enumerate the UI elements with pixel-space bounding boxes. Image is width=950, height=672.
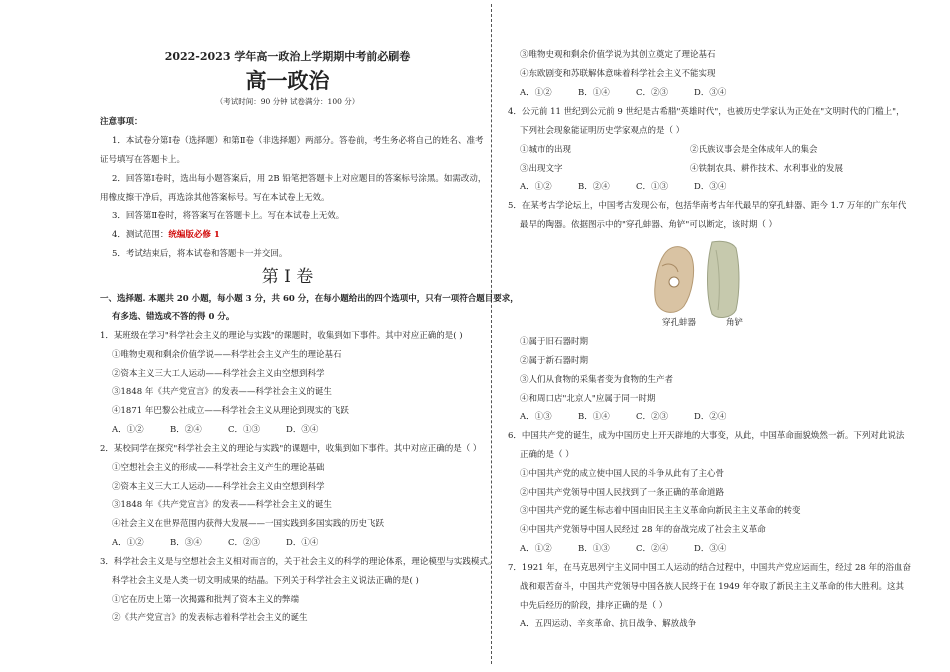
q7-stem-c: 中先后经历的阶段，排序正确的是（ ） bbox=[520, 601, 668, 611]
q6-option-b[interactable]: B．①③ bbox=[578, 544, 610, 554]
q6-stem-b: 正确的是（ ） bbox=[520, 450, 574, 460]
q6-stem-a: 6．中国共产党的诞生，成为中国历史上开天辟地的大事变，从此，中国革命面貌焕然一新。下列对此说法 bbox=[508, 431, 905, 441]
q5-statement-4: ④和周口店"北京人"应属于同一时期 bbox=[520, 394, 656, 404]
q3-options bbox=[520, 88, 752, 99]
q1-statement-3: ③1848 年《共产党宣言》的发表——科学社会主义的诞生 bbox=[112, 387, 332, 397]
q6-statement-2: ②中国共产党领导中国人民找到了一条正确的革命道路 bbox=[520, 488, 725, 498]
q6-option-d[interactable]: D．③④ bbox=[694, 544, 727, 554]
page-title: 高一政治 bbox=[245, 69, 330, 93]
q4-statement-3: ③出现文字 bbox=[520, 164, 563, 174]
q4-statement-2: ②氏族议事会是全体成年人的集会 bbox=[690, 145, 818, 155]
artifact-figure bbox=[646, 236, 756, 330]
q5-stem-a: 5．在某考古学论坛上，中国考古发现公布，包括华南考古年代最早的穿孔蚌器、距今 1.7 万年的广东年代 bbox=[508, 201, 907, 211]
q3-stem-b: 科学社会主义是人类一切文明成果的结晶。下列关于科学社会主义说法正确的是( ) bbox=[112, 576, 419, 586]
q1-option-a[interactable]: A．①② bbox=[112, 425, 144, 435]
q5-option-b[interactable]: B．①④ bbox=[578, 412, 610, 422]
q5-statement-3: ③人们从食物的采集者变为食物的生产者 bbox=[520, 375, 674, 385]
q7-stem-b: 战和艰苦奋斗，中国共产党领导中国各族人民终于在 1949 年夺取了新民主主义革命的伟大胜利。这其 bbox=[520, 582, 905, 592]
exam-info: （考试时间：90 分钟 试卷满分：100 分） bbox=[215, 97, 360, 106]
q2-option-a[interactable]: A．①② bbox=[112, 538, 144, 548]
q1-option-c[interactable]: C．①③ bbox=[228, 425, 261, 435]
note-2a: 2．回答第Ⅰ卷时，选出每小题答案后，用 2B 铅笔把答题卡上对应题目的答案标号涂黑。如需改动， bbox=[112, 174, 487, 184]
q6-statement-1: ①中国共产党的成立使中国人民的斗争从此有了主心骨 bbox=[520, 469, 725, 479]
q2-statement-2: ②资本主义三大工人运动——科学社会主义由空想到科学 bbox=[112, 482, 325, 492]
q5-option-c[interactable]: C．②③ bbox=[636, 412, 669, 422]
exam-subtitle: 2022-2023 学年高一政治上学期期中考前必刷卷 bbox=[164, 50, 411, 63]
q1-statement-4: ④1871 年巴黎公社成立——科学社会主义从理论到现实的飞跃 bbox=[112, 406, 349, 416]
q1-options bbox=[112, 425, 344, 436]
test-scope: 统编版必修 1 bbox=[168, 230, 220, 240]
q5-statement-1: ①属于旧石器时期 bbox=[520, 337, 589, 347]
q1-stem: 1．某班级在学习"科学社会主义的理论与实践"的课题时，收集到如下事件。其中对应正确的是( ) bbox=[100, 331, 463, 341]
q3-statement-2: ②《共产党宣言》的发表标志着科学社会主义的诞生 bbox=[112, 613, 308, 623]
notes-heading: 注意事项： bbox=[100, 117, 143, 127]
q5-statement-2: ②属于新石器时期 bbox=[520, 356, 589, 366]
q7-stem-a: 7．1921 年，在马克思列宁主义同中国工人运动的结合过程中，中国共产党应运而生，经过 28 年的浴血奋 bbox=[508, 563, 911, 573]
q7-option-a[interactable]: A．五四运动、辛亥革命、抗日战争、解放战争 bbox=[520, 619, 697, 629]
q3-stem-a: 3．科学社会主义是与空想社会主义相对而言的，关于社会主义的科学的理论体系，理论模型与实践模式。 bbox=[100, 557, 497, 567]
section-instructions-a: 一、选择题. 本题共 20 小题，每小题 3 分，共 60 分，在每小题给出的四个选项中，只有一项符合题目要求， bbox=[100, 294, 519, 304]
q2-option-b[interactable]: B．③④ bbox=[170, 538, 202, 548]
q6-option-c[interactable]: C．②④ bbox=[636, 544, 669, 554]
right-column bbox=[508, 0, 911, 672]
q4-options bbox=[520, 182, 752, 193]
q2-statement-4: ④社会主义在世界范围内获得大发展——一国实践到多国实践的历史飞跃 bbox=[112, 519, 385, 529]
note-4-prefix: 4．测试范围： bbox=[112, 230, 169, 240]
note-1b: 证号填写在答题卡上。 bbox=[100, 155, 186, 165]
note-2b: 用橡皮擦干净后，再选涂其他答案标号。写在本试卷上无效。 bbox=[100, 193, 330, 203]
q5-option-a[interactable]: A．①③ bbox=[520, 412, 552, 422]
q2-statement-1: ①空想社会主义的形成——科学社会主义产生的理论基础 bbox=[112, 463, 325, 473]
q3-statement-3: ③唯物史观和剩余价值学说为其创立奠定了理论基石 bbox=[520, 50, 716, 60]
q4-option-b[interactable]: B．②④ bbox=[578, 182, 610, 192]
q4-option-d[interactable]: D．③④ bbox=[694, 182, 727, 192]
q1-option-d[interactable]: D．③④ bbox=[286, 425, 319, 435]
q4-stem-b: 下列社会现象能证明历史学家观点的是（ ） bbox=[520, 126, 685, 136]
q2-stem: 2．某校同学在探究"科学社会主义的理论与实践"的课题中，收集到如下事件。其中对应正确的是（ ） bbox=[100, 444, 482, 454]
q3-option-a[interactable]: A．①② bbox=[520, 88, 552, 98]
q3-option-b[interactable]: B．①④ bbox=[578, 88, 610, 98]
note-1a: 1．本试卷分第Ⅰ卷（选择题）和第Ⅱ卷（非选择题）两部分。答卷前，考生务必将自己的姓名、准考 bbox=[112, 136, 484, 146]
q3-option-d[interactable]: D．③④ bbox=[694, 88, 727, 98]
q1-statement-2: ②资本主义三大工人运动——科学社会主义由空想到科学 bbox=[112, 369, 325, 379]
q5-stem-b: 最早的陶器。依据图示中的"穿孔蚌器、角铲"可以断定，该时期（ ） bbox=[520, 220, 778, 230]
q2-option-c[interactable]: C．②③ bbox=[228, 538, 261, 548]
note-3: 3．回答第Ⅱ卷时，将答案写在答题卡上。写在本试卷上无效。 bbox=[112, 211, 345, 221]
q2-option-d[interactable]: D．①④ bbox=[286, 538, 319, 548]
q6-statement-4: ④中国共产党领导中国人民经过 28 年的奋战完成了社会主义革命 bbox=[520, 525, 766, 535]
left-column bbox=[100, 0, 519, 672]
q3-option-c[interactable]: C．②③ bbox=[636, 88, 669, 98]
q5-option-d[interactable]: D．②④ bbox=[694, 412, 727, 422]
q4-statement-4: ④铁制农具、耕作技术、水利事业的发展 bbox=[690, 164, 844, 174]
q1-option-b[interactable]: B．②④ bbox=[170, 425, 202, 435]
q2-options bbox=[112, 538, 344, 549]
q3-statement-1: ①它在历史上第一次揭露和批判了资本主义的弊端 bbox=[112, 595, 300, 605]
note-5: 5．考试结束后，将本试卷和答题卡一并交回。 bbox=[112, 249, 288, 259]
q5-options bbox=[520, 412, 752, 423]
section-instructions-b: 有多选、错选或不答的得 0 分。 bbox=[112, 312, 235, 322]
note-4 bbox=[112, 230, 220, 241]
shell-hole bbox=[669, 277, 679, 287]
q6-options bbox=[520, 544, 752, 555]
figure-label-spade: 角铲 bbox=[726, 318, 744, 328]
q3-statement-4: ④东欧剧变和苏联解体意味着科学社会主义不能实现 bbox=[520, 69, 716, 79]
horn-spade-artifact bbox=[708, 241, 740, 317]
q2-statement-3: ③1848 年《共产党宣言》的发表——科学社会主义的诞生 bbox=[112, 500, 332, 510]
q4-option-c[interactable]: C．①③ bbox=[636, 182, 669, 192]
q4-statement-1: ①城市的出现 bbox=[520, 145, 572, 155]
q1-statement-1: ①唯物史观和剩余价值学说——科学社会主义产生的理论基石 bbox=[112, 350, 342, 360]
artifact-illustration bbox=[646, 236, 756, 330]
q6-statement-3: ③中国共产党的诞生标志着中国由旧民主主义革命向新民主主义革命的转变 bbox=[520, 506, 801, 516]
q6-option-a[interactable]: A．①② bbox=[520, 544, 552, 554]
figure-label-shell: 穿孔蚌器 bbox=[662, 318, 697, 328]
q4-option-a[interactable]: A．①② bbox=[520, 182, 552, 192]
q4-stem-a: 4．公元前 11 世纪到公元前 9 世纪是古希腊"英雄时代"，也被历史学家认为正处在"文明时代的门槛上"， bbox=[508, 107, 905, 117]
section-title: 第 I 卷 bbox=[261, 267, 314, 287]
